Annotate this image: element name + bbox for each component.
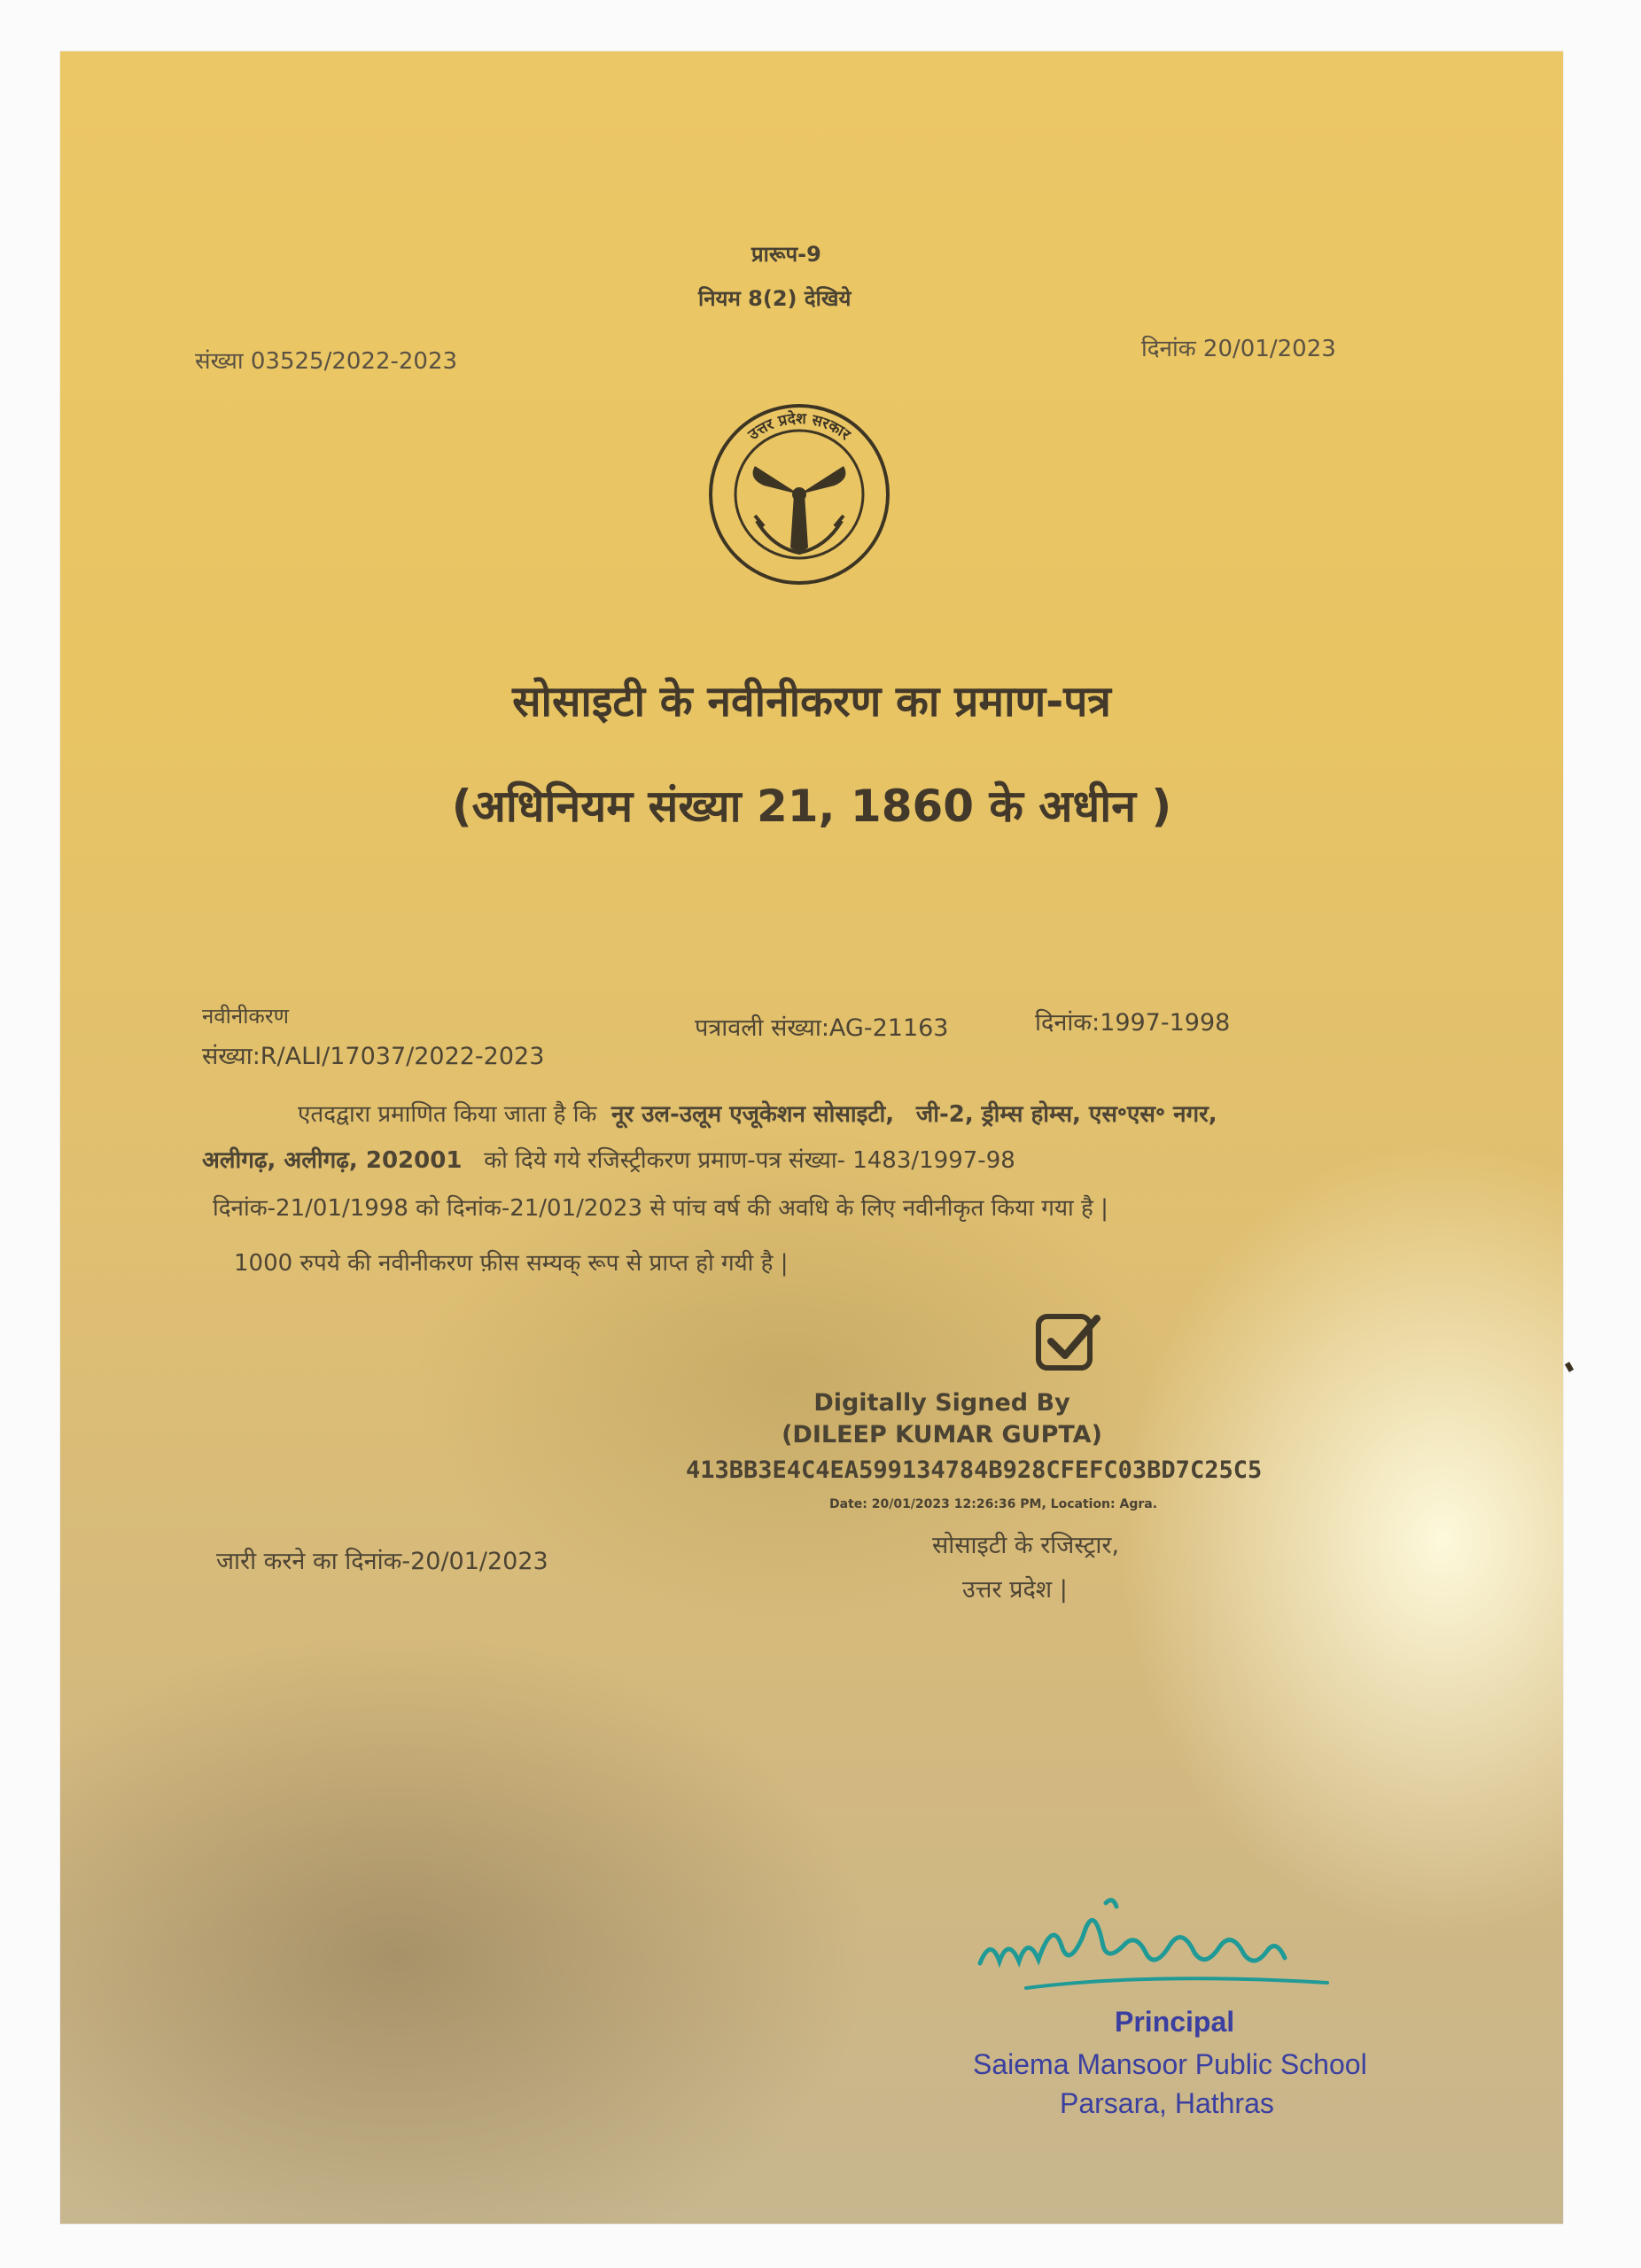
stamp-title: Principal	[1115, 2006, 1235, 2038]
body-line-2	[202, 1143, 1015, 1175]
society-address-part2: अलीगढ़, अलीगढ़, 202001	[202, 1147, 463, 1174]
registrar-state: उत्तर प्रदेश |	[962, 1576, 1068, 1604]
form-number: प्रारूप-9	[751, 242, 821, 267]
registration-reference: को दिये गये रजिस्ट्रीकरण प्रमाण-पत्र संख्या- 1483/1997-98	[484, 1147, 1015, 1174]
stamp-place: Parsara, Hathras	[1060, 2087, 1274, 2119]
digitally-signed-label: Digitally Signed By	[813, 1389, 1070, 1417]
body-line-1	[298, 1097, 1217, 1129]
checkbox-check-icon	[1033, 1309, 1102, 1375]
file-number: पत्रावली संख्या:AG-21163	[695, 1014, 949, 1042]
certificate-title: सोसाइटी के नवीनीकरण का प्रमाण-पत्र	[512, 677, 1111, 726]
issue-date: दिनांक 20/01/2023	[1141, 336, 1336, 362]
renewal-number: संख्या:R/ALI/17037/2022-2023	[202, 1043, 545, 1070]
society-address-part1: जी-2, ड्रीम्स होम्स, एस॰एस॰ नगर,	[915, 1101, 1217, 1128]
renewal-label: नवीनीकरण	[202, 1004, 290, 1029]
certificate-paper	[60, 51, 1563, 2224]
rule-reference: नियम 8(2) देखिये	[698, 286, 852, 311]
issued-on-date: जारी करने का दिनांक-20/01/2023	[216, 1548, 548, 1575]
handwritten-signature	[973, 1884, 1345, 1999]
renewal-period-text: दिनांक-21/01/1998 को दिनांक-21/01/2023 से पांच वर्ष की अवधि के लिए नवीनीकृत किया गया है |	[213, 1195, 1108, 1222]
serial-number: संख्या 03525/2022-2023	[195, 348, 458, 375]
fee-received-text: 1000 रुपये की नवीनीकरण फ़ीस सम्यक् रूप से प्राप्त हो गयी है |	[234, 1250, 789, 1277]
certification-prefix: एतदद्वारा प्रमाणित किया जाता है कि	[298, 1101, 597, 1128]
certificate-subtitle: (अधिनियम संख्या 21, 1860 के अधीन )	[451, 781, 1172, 832]
up-government-emblem-icon	[702, 397, 897, 592]
society-name: नूर उल-उलूम एजूकेशन सोसाइटी,	[611, 1101, 895, 1128]
ink-speck	[1565, 1362, 1574, 1372]
file-date: दिनांक:1997-1998	[1035, 1009, 1231, 1037]
signer-name: (DILEEP KUMAR GUPTA)	[782, 1421, 1102, 1449]
seal-text: उत्तर प्रदेश सरकार	[744, 409, 854, 445]
signature-hash: 413BB3E4C4EA599134784B928CFEFC03BD7C25C5	[686, 1456, 1263, 1484]
signature-meta: Date: 20/01/2023 12:26:36 PM, Location: Agra.	[829, 1497, 1158, 1511]
stamp-school: Saiema Mansoor Public School	[973, 2048, 1367, 2080]
registrar-title: सोसाइटी के रजिस्ट्रार,	[932, 1532, 1120, 1559]
